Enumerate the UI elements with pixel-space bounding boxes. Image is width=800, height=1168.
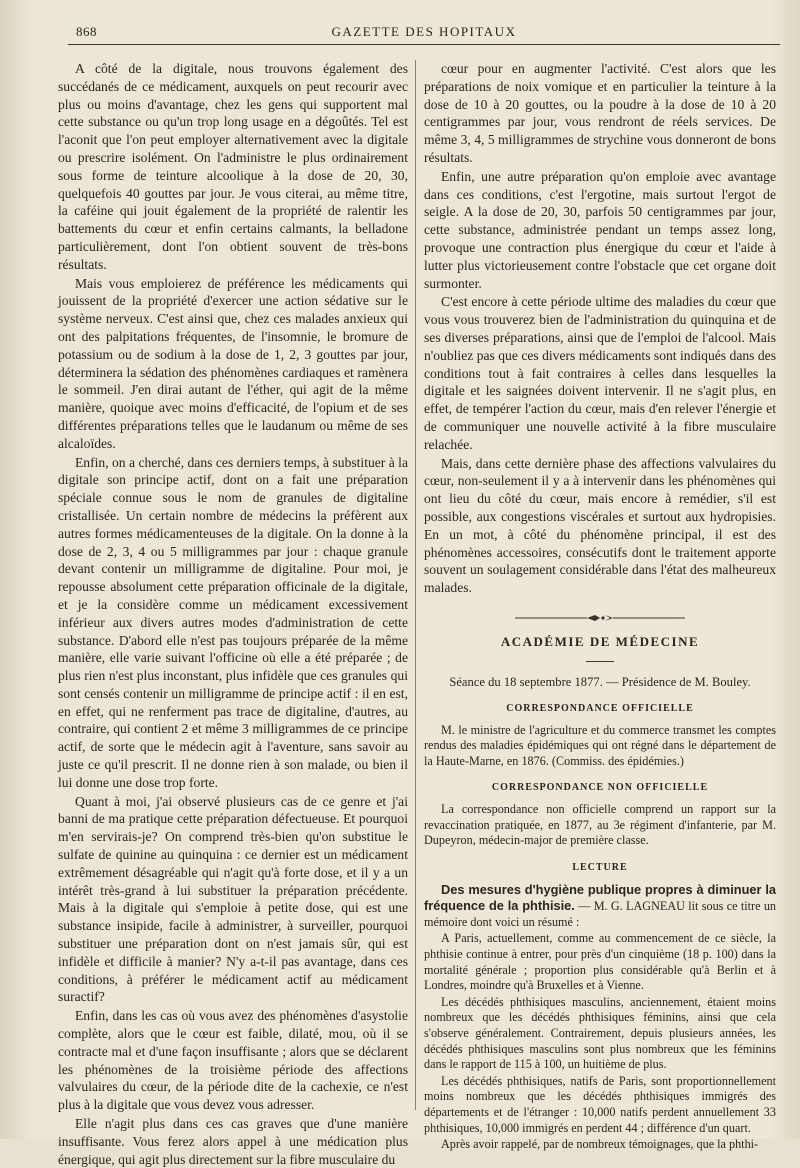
paragraph: Elle n'agit plus dans ces cas graves que d'une manière insuffisante. Vous ferez alors appel à une médication plus énergique, qui agit plus directement sur la fibre musculaire du <box>58 1116 408 1167</box>
lecture-intro <box>424 882 776 931</box>
article-author: — M. G. LAGNEAU lit sous ce titre un mémoire dont voici un résumé : <box>424 899 777 929</box>
paragraph: Les décédés phthisiques, natifs de Paris, sont proportionnellement moins nombreux que les décédés phthisiques immigrés des départements et de l'étranger : 10,000 natifs perdent annuellement 33 phthisiques, 10,000 immigrés en perdent 44 ; différence d'un quart. <box>424 1073 776 1135</box>
section-ornament <box>424 609 776 627</box>
paragraph: A côté de la digitale, nous trouvons également des succédanés de ce médicament, auxquels on peut recourir avec plus ou moins d'avantage, chez les gens qui supportent mal cette substance ou qu'un trop long usage en a dégoûtés. Tel est l'aconit que l'on peut employer alternativement avec la digitale ou prescrire isolément. On l'administre le plus ordinairement sous forme de teinture alcoolique à la dose de 20, 30, quelquefois 40 gouttes par jour. Je vous citerai, au même titre, la caféine qui jouit également de la propriété de ralentir les battements du cœur et enfin certains calmants, la belladone particulièrement, dont l'on obtient souvent de très-bons résultats. <box>58 61 408 272</box>
column-divider <box>415 60 416 1110</box>
paragraph: Enfin, une autre préparation qu'on emploie avec avantage dans ces conditions, c'est l'ergotine, mais surtout l'ergot de seigle. A la dose de 20, 30, parfois 50 centigrammes par jour, cette substance, administrée pendant un temps assez long, provoque une contraction plus énergique du cœur et l'aide à lutter plus victorieusement contre l'obstacle que cet organe doit surmonter. <box>424 168 776 291</box>
paragraph: Mais vous emploierez de préférence les médicaments qui jouissent de la propriété d'exercer une action sédative sur le système nerveux. C'est ainsi que, chez ces malades anxieux qui ont des palpitations fréquentes, de l'insomnie, le bromure de potassium ou de sodium à la dose de 1, 2, 3 gouttes par jour, déterminera la sédation des phénomènes cardiaques et ramènera le sommeil. J'en dirai autant de l'éther, qui agit de la même manière, quoique avec moins d'efficacité, de l'opium et de ses différentes préparations telles que le laudanum ou même de ses alcaloïdes. <box>58 275 408 451</box>
paragraph: M. le ministre de l'agriculture et du commerce transmet les comptes rendus des maladies épidémiques qui ont régné dans le département de la Haute-Marne, en 1876. (Commiss. des épidémies.) <box>424 722 776 768</box>
paragraph: Après avoir rappelé, par de nombreux témoignages, que la phthi- <box>441 1137 759 1152</box>
right-column <box>424 60 776 1153</box>
paragraph: La correspondance non officielle comprend un rapport sur la revaccination pratiquée, en 1877, au 3e régiment d'infanterie, par M. Dupeyron, médecin-major de première classe. <box>424 802 776 848</box>
paragraph: Enfin, on a cherché, dans ces derniers temps, à substituer à la digitale son principe actif, dont on a fait une préparation spéciale connue sous le nom de granules de digitaline cristallisée. Un certain nombre de médecins la préfèrent aux autres formes médicamenteuses de la digitale. On la donne à la dose de 2, 3, 4 ou 5 milligrammes par jour : chaque granule devant contenir un milligramme de digitaline. Pour moi, je repousse absolument cette préparation officinale de la digitale, et je la considère comme un médicament excessivement inférieur aux divers autres modes d'administration de cette substance. D'abord elle n'est pas toujours préparée de la même manière, elle varie suivant l'officine où elle a été préparée ; de plus rien n'est plus inconstant, plus infidèle que ces granules qui sont censés contenir un milligramme de principe actif : il en est, en effet, qui ne renferment pas trace de digitaline, d'autres, au contraire, qui contient 2 et même 3 milligrammes de ce principe actif, de sorte que le médecin agit à l'aventure, sans savoir au juste ce qu'il prescrit. Il ne donne rien à son malade, ou bien il lui donne une dose trop forte. <box>58 454 408 790</box>
subsection-heading: LECTURE <box>572 861 628 873</box>
article-title: Des mesures d'hygiène publique propres à diminuer la fréquence de la phthisie. <box>424 881 776 914</box>
paragraph: Enfin, dans les cas où vous avez des phénomènes d'asystolie complète, alors que le cœur est faible, dilaté, mou, où il se contracte mal et d'une façon insuffisante ; alors que se déclarent les phénomènes de la troisième période des affections valvulaires du cœur, de la période dite de la cachexie, ce n'est plus à la digitale que vous devez vous adresser. <box>58 1008 408 1113</box>
paragraph: A Paris, actuellement, comme au commencement de ce siècle, la phthisie continue à entrer, pour près d'un cinquième (18 p. 100) dans la mortalité générale ; proportion plus considérable qu'à Berlin et à Londres, moindre qu'à Bruxelles et à Vienne. <box>424 931 776 993</box>
seance-line: Séance du 18 septembre 1877. — Présidence de M. Bouley. <box>449 674 751 689</box>
paragraph: Mais, dans cette dernière phase des affections valvulaires du cœur, non-seulement il y a à intervenir dans les phénomènes qui ont lieu du côté du cœur, mais encore à remédier, s'il est possible, aux congestions viscérales et surtout aux hydropisies. En un mot, à côté du phénomène principal, il est des phénomènes accessoires, consécutifs dont le traitement apporte souvent un soulagement considérable dans l'état des malheureux malades. <box>424 455 776 596</box>
paragraph: C'est encore à cette période ultime des maladies du cœur que vous vous trouverez bien de l'administration du quinquina et de ses diverses préparations, ainsi que de l'emploi de l'alcool. Mais n'oubliez pas que ces divers médicaments sont indiqués dans des conditions tout à fait contraires à celles dans lesquelles la digitale et les saignées doivent intervenir. Il ne s'agit plus, en effet, de tempérer l'action du cœur, mais d'en relever l'énergie et de communiquer une nouvelle activité à la fibre musculaire relachée. <box>424 294 776 452</box>
paragraph: cœur pour en augmenter l'activité. C'est alors que les préparations de noix vomique et en particulier la teinture à la dose de 10 à 20 gouttes, ou la poudre à la dose de 10 à 20 centigrammes par jour, vous rendront de réels services. De même 3, 4, 5 milligrammes de strychine vous donneront de bons résultats. <box>424 61 776 165</box>
paragraph: Quant à moi, j'ai observé plusieurs cas de ce genre et j'ai banni de ma pratique cette préparation défectueuse. Et pourquoi m'en servirais-je? On comprend très-bien qu'on substitue le sulfate de quinine au quinquina : ce dernier est un médicament extrêmement désagréable qui n'agit qu'à forte dose, et il y a un intérêt très-grand à lui substituer la préparation précédente. Mais à la digitale qui s'emploie à petite dose, qui est une substance insipide, facile à administrer, à surveiller, pourquoi substituer une préparation dont on n'est jamais sûr, qui est infidèle et difficile à manier? N'y a-t-il pas avantage, dans ces conditions, à préférer le médicament actif au médicament suractif? <box>58 793 408 1005</box>
page-header <box>68 22 780 45</box>
subsection-heading: CORRESPONDANCE OFFICIELLE <box>506 702 694 714</box>
page-number: 868 <box>76 24 97 39</box>
paragraph: Les décédés phthisiques masculins, anciennement, étaient moins nombreux que les décédés phthisiques féminins, ainsi que cela s'observe généralement. Contrairement, depuis plusieurs années, les décédés phthisiques masculins sont plus nombreux que les féminins dans le rapport de 115 à 100, un huitième de plus. <box>424 994 776 1072</box>
section-title: ACADÉMIE DE MÉDECINE <box>500 633 700 649</box>
subsection-heading: CORRESPONDANCE NON OFFICIELLE <box>491 782 709 794</box>
left-column <box>58 60 408 1168</box>
short-rule <box>586 661 614 662</box>
running-title: GAZETTE DES HOPITAUX <box>331 24 517 39</box>
